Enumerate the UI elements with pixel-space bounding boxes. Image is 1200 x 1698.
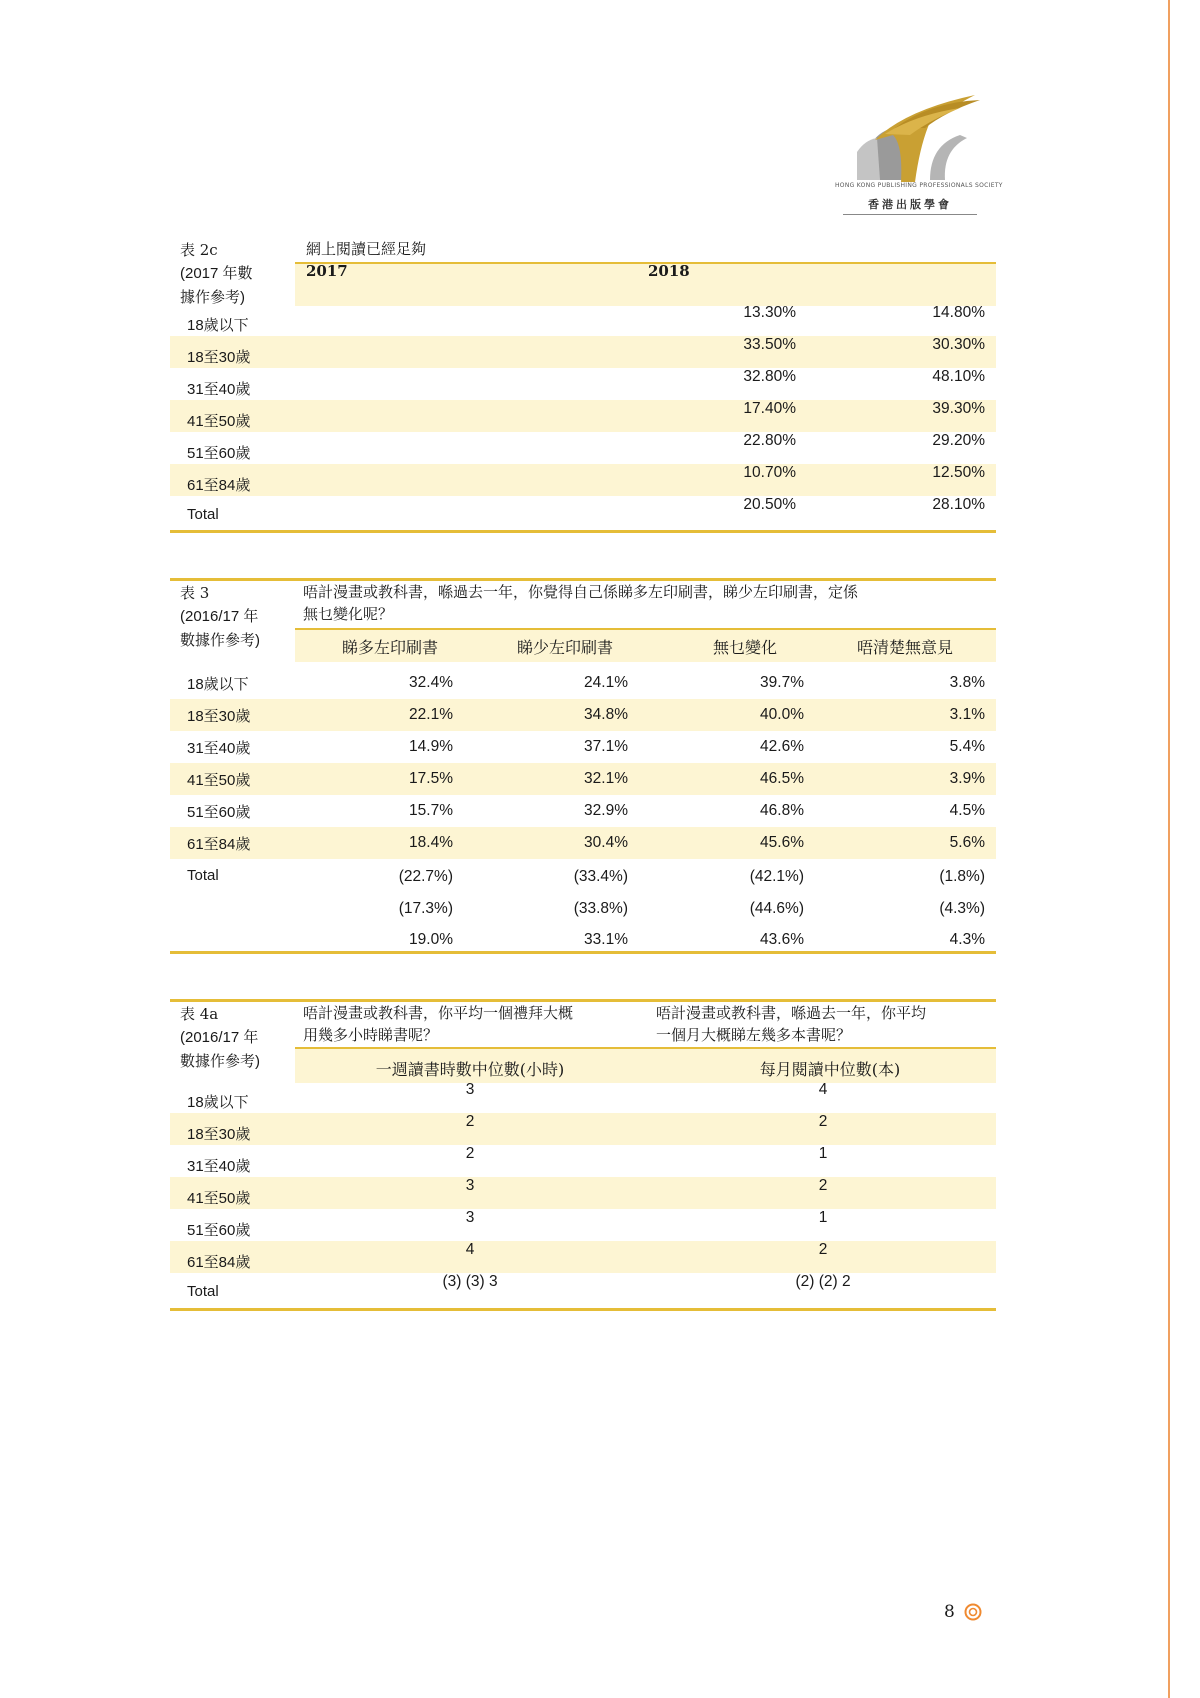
table-row xyxy=(170,496,996,528)
cell-value: (33.8%) xyxy=(573,900,628,917)
table-3-question xyxy=(303,581,993,625)
cell-value: 2 xyxy=(465,1113,475,1130)
cell-value: (42.1%) xyxy=(749,868,804,885)
cell-value: 10.70% xyxy=(743,464,796,481)
cell-value: (1.8%) xyxy=(939,868,985,885)
table-row xyxy=(170,699,996,731)
table-row xyxy=(170,827,996,859)
row-label: 61至84歲 xyxy=(187,836,251,853)
table-2c-corner xyxy=(180,238,253,310)
row-label: 18至30歲 xyxy=(187,1126,251,1143)
column-header-2017: 2017 xyxy=(306,262,348,280)
table-row xyxy=(170,432,996,464)
cell-value: 3.1% xyxy=(949,706,985,723)
page-ring-icon xyxy=(964,1603,982,1621)
hkpps-logo xyxy=(835,90,1003,220)
table-2c xyxy=(170,238,996,538)
table-row xyxy=(170,336,996,368)
page-edge-line xyxy=(1168,0,1170,1698)
cell-value: 22.80% xyxy=(743,432,796,449)
table-label: 表 2c xyxy=(180,241,218,259)
row-label: 18至30歲 xyxy=(187,708,251,725)
cell-value: (3) (3) 3 xyxy=(442,1273,498,1290)
column-header: 唔清楚無意見 xyxy=(856,638,953,657)
cell-value: (22.7%) xyxy=(398,868,453,885)
cell-value: 3 xyxy=(465,1177,475,1194)
row-label: 51至60歲 xyxy=(187,1222,251,1239)
column-header: 一週讀書時數中位數(小時) xyxy=(375,1060,565,1079)
cell-value: 14.9% xyxy=(409,738,453,755)
page-number: 8 xyxy=(944,1602,955,1622)
row-label: 51至60歲 xyxy=(187,804,251,821)
total-row xyxy=(170,894,996,926)
cell-value: 4 xyxy=(818,1081,828,1098)
cell-value: 46.5% xyxy=(760,770,804,787)
cell-value: 39.7% xyxy=(760,674,804,691)
row-label: 61至84歲 xyxy=(187,1254,251,1271)
table-label: 表 3 xyxy=(180,584,210,602)
table-bottom-rule xyxy=(170,530,996,533)
cell-value: 40.0% xyxy=(760,706,804,723)
row-label: 61至84歲 xyxy=(187,477,251,494)
cell-value: 33.50% xyxy=(743,336,796,353)
cell-value: 19.0% xyxy=(409,931,453,948)
cell-value: 17.40% xyxy=(743,400,796,417)
row-label: 41至50歲 xyxy=(187,413,251,430)
table-3-corner xyxy=(180,581,260,653)
cell-value: (17.3%) xyxy=(398,900,453,917)
table-note: 數據作參考) xyxy=(180,632,260,649)
cell-value: 33.1% xyxy=(584,931,628,948)
table-row xyxy=(170,795,996,827)
cell-value: 24.1% xyxy=(584,674,628,691)
question-line: 唔計漫畫或教科書，你平均一個禮拜大概 xyxy=(303,1004,574,1022)
row-label: 31至40歲 xyxy=(187,381,251,398)
column-header: 無乜變化 xyxy=(712,638,777,657)
table-note: 數據作參考) xyxy=(180,1053,260,1070)
cell-value: 3.8% xyxy=(949,674,985,691)
question-line: 唔計漫畫或教科書，喺過去一年，你覺得自己係睇多左印刷書，睇少左印刷書，定係 xyxy=(303,583,859,601)
row-label: 51至60歲 xyxy=(187,445,251,462)
cell-value: 17.5% xyxy=(409,770,453,787)
column-header: 睇少左印刷書 xyxy=(516,638,613,657)
table-4a-corner xyxy=(180,1002,260,1074)
logo-mark-icon xyxy=(835,90,985,185)
table-4a-question-1 xyxy=(303,1002,643,1046)
table-note: 據作參考) xyxy=(180,289,245,306)
logo-underline xyxy=(843,214,977,215)
cell-value: 4.3% xyxy=(949,931,985,948)
table-row xyxy=(170,1209,996,1241)
row-label: 31至40歲 xyxy=(187,740,251,757)
logo-chinese-text: 香港出版學會 xyxy=(868,198,952,211)
total-label: Total xyxy=(187,867,219,884)
table-4a xyxy=(170,999,996,1314)
row-label: 31至40歲 xyxy=(187,1158,251,1175)
table-row xyxy=(170,667,996,699)
cell-value: (4.3%) xyxy=(939,900,985,917)
cell-value: 2 xyxy=(818,1113,828,1130)
cell-value: 4 xyxy=(465,1241,475,1258)
cell-value: 2 xyxy=(465,1145,475,1162)
cell-value: 30.30% xyxy=(932,336,985,353)
row-label: 41至50歲 xyxy=(187,1190,251,1207)
cell-value: 20.50% xyxy=(743,496,796,513)
cell-value: 43.6% xyxy=(760,931,804,948)
table-row xyxy=(170,763,996,795)
column-header: 每月閱讀中位數(本) xyxy=(759,1060,901,1079)
cell-value: 34.8% xyxy=(584,706,628,723)
question-line: 無乜變化呢？ xyxy=(303,605,394,623)
table-bottom-rule xyxy=(170,951,996,954)
table-row xyxy=(170,400,996,432)
cell-value: 29.20% xyxy=(932,432,985,449)
question-line: 一個月大概睇左幾多本書呢？ xyxy=(656,1026,852,1044)
table-note: (2016/17 年 xyxy=(180,608,259,625)
table-row xyxy=(170,731,996,763)
table-note: (2017 年數 xyxy=(180,265,253,282)
cell-value: 46.8% xyxy=(760,802,804,819)
cell-value: (44.6%) xyxy=(749,900,804,917)
table-row xyxy=(170,1241,996,1273)
table-bottom-rule xyxy=(170,1308,996,1311)
table-row xyxy=(170,1177,996,1209)
cell-value: 37.1% xyxy=(584,738,628,755)
cell-value: 4.5% xyxy=(949,802,985,819)
cell-value: 5.4% xyxy=(949,738,985,755)
row-label: Total xyxy=(187,506,219,523)
logo-english-text: HONG KONG PUBLISHING PROFESSIONALS SOCIETY xyxy=(835,182,1003,189)
cell-value: 32.9% xyxy=(584,802,628,819)
row-label: Total xyxy=(187,1283,219,1300)
cell-value: 45.6% xyxy=(760,834,804,851)
cell-value: 28.10% xyxy=(932,496,985,513)
table-row xyxy=(170,1145,996,1177)
total-row xyxy=(170,862,996,894)
cell-value: (2) (2) 2 xyxy=(795,1273,851,1290)
row-label: 18歲以下 xyxy=(187,1094,249,1111)
table-row xyxy=(170,1113,996,1145)
table-note: (2016/17 年 xyxy=(180,1029,259,1046)
question-line: 唔計漫畫或教科書，喺過去一年，你平均 xyxy=(656,1004,927,1022)
table-3 xyxy=(170,578,996,956)
cell-value: 18.4% xyxy=(409,834,453,851)
table-row xyxy=(170,464,996,496)
cell-value: 3.9% xyxy=(949,770,985,787)
cell-value: 12.50% xyxy=(932,464,985,481)
cell-value: (33.4%) xyxy=(573,868,628,885)
cell-value: 13.30% xyxy=(743,304,796,321)
cell-value: 2 xyxy=(818,1241,828,1258)
table-2c-question: 網上閱讀已經足夠 xyxy=(306,240,427,258)
row-label: 18歲以下 xyxy=(187,317,249,334)
cell-value: 14.80% xyxy=(932,304,985,321)
cell-value: 15.7% xyxy=(409,802,453,819)
table-row xyxy=(170,1273,996,1305)
cell-value: 1 xyxy=(818,1209,828,1226)
row-label: 18至30歲 xyxy=(187,349,251,366)
table-row xyxy=(170,368,996,400)
question-line: 用幾多小時睇書呢？ xyxy=(303,1026,439,1044)
column-header-2018: 2018 xyxy=(648,262,690,280)
cell-value: 48.10% xyxy=(932,368,985,385)
cell-value: 22.1% xyxy=(409,706,453,723)
cell-value: 39.30% xyxy=(932,400,985,417)
cell-value: 3 xyxy=(465,1081,475,1098)
cell-value: 32.4% xyxy=(409,674,453,691)
table-label: 表 4a xyxy=(180,1005,219,1023)
cell-value: 3 xyxy=(465,1209,475,1226)
cell-value: 42.6% xyxy=(760,738,804,755)
table-row xyxy=(170,1081,996,1113)
table-4a-question-2 xyxy=(656,1002,996,1046)
cell-value: 1 xyxy=(818,1145,828,1162)
row-label: 41至50歲 xyxy=(187,772,251,789)
cell-value: 5.6% xyxy=(949,834,985,851)
column-header: 睇多左印刷書 xyxy=(341,638,438,657)
cell-value: 32.1% xyxy=(584,770,628,787)
cell-value: 30.4% xyxy=(584,834,628,851)
cell-value: 2 xyxy=(818,1177,828,1194)
header-band xyxy=(295,262,996,306)
table-row xyxy=(170,304,996,336)
row-label: 18歲以下 xyxy=(187,676,249,693)
cell-value: 32.80% xyxy=(743,368,796,385)
